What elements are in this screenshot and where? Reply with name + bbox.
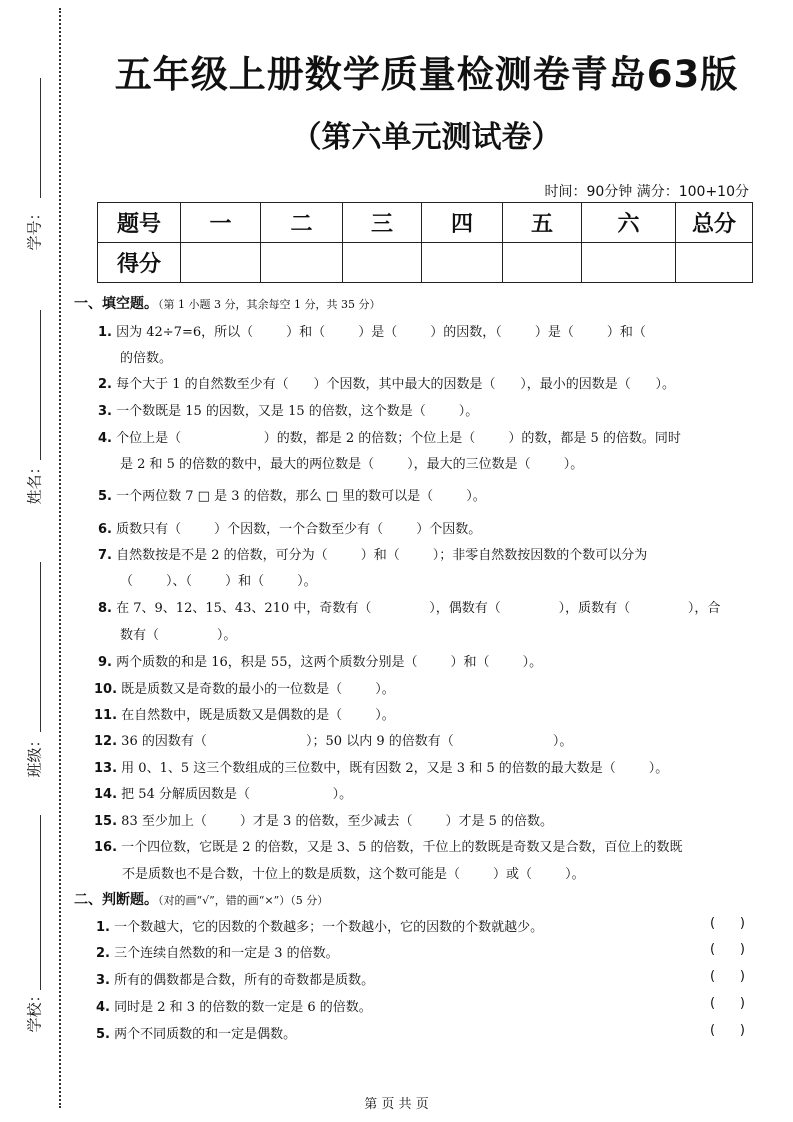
question-text: 同时是 2 和 3 的倍数的数一定是 6 的倍数。 [114,1000,372,1015]
question-number: 16. [94,840,118,855]
question-number: 13. [94,761,118,776]
section2-heading [74,889,328,909]
header-cell: 一 [181,203,261,243]
question-text: 所有的偶数都是合数，所有的奇数都是质数。 [114,973,375,988]
section1-heading [74,293,380,313]
question-line [98,400,478,419]
student-id-line [40,78,41,198]
question-line [98,321,646,340]
answer-blank[interactable]: ( ) [710,996,745,1011]
question-text: 在 7、9、12、15、43、210 中，奇数有（ ），偶数有（ ），质数有（ ），合 [116,601,721,616]
question-text: 两个质数的和是 16，积是 55，这两个质数分别是（ ）和（ ）。 [116,655,543,670]
question-line [94,783,352,802]
class-line [40,562,41,732]
score-cell[interactable] [582,243,676,283]
section2-title: 二、判断题。 [74,892,158,908]
question-text: 把 54 分解质因数是（ ）。 [121,787,353,802]
header-cell: 五 [503,203,582,243]
question-text: 个位上是（ ）的数，都是 2 的倍数；个位上是（ ）的数，都是 5 的倍数。同时 [116,431,681,446]
row-label: 得分 [98,243,181,283]
question-text: 因为 42÷7=6，所以（ ）和（ ）是（ ）的因数，（ ）是（ ）和（ [116,325,646,340]
question-number: 4. [96,1000,110,1015]
question-line [98,651,542,670]
question-number: 7. [98,548,112,563]
question-line [94,836,683,855]
question-line [98,373,675,392]
question-number: 6. [98,522,112,537]
exam-meta: 时间：90分钟 满分：100+10分 [544,184,749,200]
header-cell: 总分 [676,203,753,243]
question-number: 8. [98,601,112,616]
question-continuation [120,347,172,366]
question-number: 5. [98,489,112,504]
question-line [94,810,553,829]
question-line [94,678,395,697]
section1-title: 一、填空题。 [74,296,158,312]
question-continuation [120,624,236,643]
question-text: 两个不同质数的和一定是偶数。 [114,1027,297,1042]
header-cell: 四 [422,203,503,243]
question-text: 既是质数又是奇数的最小的一位数是（ ）。 [121,682,395,697]
question-text: 在自然数中，既是质数又是偶数的是（ ）。 [121,708,395,723]
judgment-question [96,996,372,1015]
question-number: 1. [98,325,112,340]
answer-blank[interactable]: ( ) [710,942,745,957]
question-line [94,757,668,776]
question-text: 不是质数也不是合数，十位上的数是质数，这个数可能是（ ）或（ ）。 [122,867,585,882]
section1-note: （第 1 小题 3 分，其余每空 1 分，共 35 分） [158,298,381,311]
student-id-label: 学号： [25,205,44,251]
score-cell[interactable] [422,243,503,283]
score-cell[interactable] [343,243,422,283]
answer-blank[interactable]: ( ) [710,916,745,931]
question-number: 1. [96,920,110,935]
name-line [40,310,41,460]
header-cell: 三 [343,203,422,243]
score-cell[interactable] [503,243,582,283]
question-text: 36 的因数有（ ）；50 以内 9 的倍数有（ ）。 [121,734,573,749]
question-line [94,704,395,723]
score-cell[interactable] [261,243,343,283]
question-text: 数有（ ）。 [120,628,237,643]
judgment-question [96,1023,296,1042]
section2-note: （对的画“√”，错的画“×”）（5 分） [158,894,329,907]
question-number: 14. [94,787,118,802]
score-cell[interactable] [181,243,261,283]
question-line [98,427,681,446]
question-continuation [120,570,317,589]
question-text: 一个四位数，它既是 2 的倍数，又是 3、5 的倍数，千位上的数既是奇数又是合数，百位上的数既 [121,840,683,855]
score-header-row [98,203,753,243]
school-line [40,815,41,990]
question-line [98,544,647,563]
question-number: 10. [94,682,118,697]
question-text: 一个两位数 7 □ 是 3 的倍数，那么 □ 里的数可以是（ ）。 [116,489,486,504]
question-text: 是 2 和 5 的倍数的数中，最大的两位数是（ ），最大的三位数是（ ）。 [120,457,584,472]
judgment-question [96,969,374,988]
score-cell[interactable] [676,243,753,283]
question-text: 的倍数。 [120,351,173,366]
question-number: 15. [94,814,118,829]
question-line [98,518,481,537]
question-number: 5. [96,1027,110,1042]
question-number: 3. [98,404,112,419]
question-line [98,485,486,504]
school-label: 学校： [25,987,44,1033]
question-text: 每个大于 1 的自然数至少有（ ）个因数，其中最大的因数是（ ），最小的因数是（ ）。 [116,377,676,392]
judgment-question [96,916,543,935]
question-text: 一个数既是 15 的因数，又是 15 的倍数，这个数是（ ）。 [116,404,479,419]
question-text: （ ）、（ ）和（ ）。 [120,574,317,589]
answer-blank[interactable]: ( ) [710,1023,745,1038]
page-footer: 第 页 共 页 [364,1097,429,1112]
question-number: 9. [98,655,112,670]
answer-blank[interactable]: ( ) [710,969,745,984]
question-number: 2. [98,377,112,392]
question-line [98,597,720,616]
question-number: 11. [94,708,118,723]
question-number: 3. [96,973,110,988]
score-row [98,243,753,283]
question-continuation [122,863,585,882]
score-table [97,202,753,283]
question-text: 用 0、1、5 这三个数组成的三位数中，既有因数 2，又是 3 和 5 的倍数的最大数是（ ）。 [121,761,669,776]
question-number: 12. [94,734,118,749]
name-label: 姓名： [25,459,44,505]
header-cell: 六 [582,203,676,243]
question-text: 三个连续自然数的和一定是 3 的倍数。 [114,946,339,961]
judgment-question [96,942,339,961]
class-label: 班级： [25,732,44,778]
question-text: 83 至少加上（ ）才是 3 的倍数，至少减去（ ）才是 5 的倍数。 [121,814,554,829]
binding-dotted-line [59,8,61,1108]
page-subtitle: （第六单元测试卷） [291,120,562,155]
question-text: 一个数越大，它的因数的个数越多；一个数越小，它的因数的个数就越少。 [114,920,544,935]
question-number: 4. [98,431,112,446]
question-line [94,730,572,749]
header-cell: 二 [261,203,343,243]
question-continuation [120,453,583,472]
question-number: 2. [96,946,110,961]
header-cell: 题号 [98,203,181,243]
page-title: 五年级上册数学质量检测卷青岛63版 [114,53,739,96]
question-text: 质数只有（ ）个因数，一个合数至少有（ ）个因数。 [116,522,482,537]
question-text: 自然数按是不是 2 的倍数，可分为（ ）和（ ）；非零自然数按因数的个数可以分为 [116,548,648,563]
